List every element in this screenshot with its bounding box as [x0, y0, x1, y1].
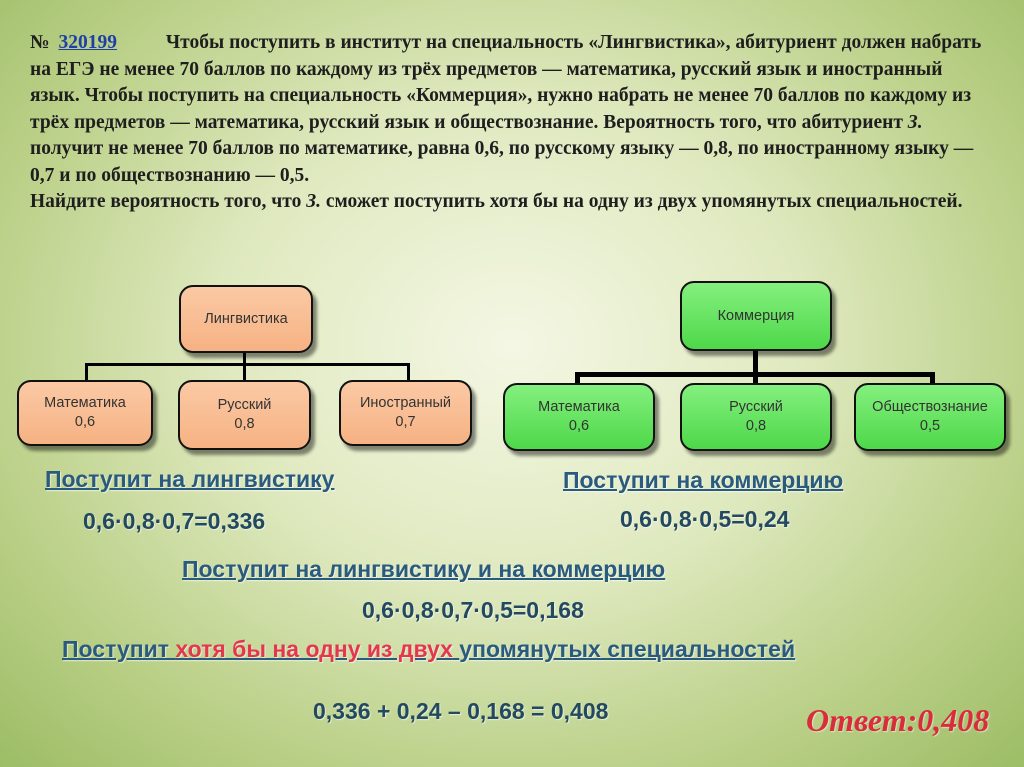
problem-number-prefix: № — [30, 32, 50, 53]
tree-connector — [407, 363, 410, 380]
tree-connector — [243, 363, 246, 380]
commerce-root-box — [680, 281, 832, 351]
problem-number-link[interactable]: 320199 — [58, 32, 117, 53]
final-heading-start: Поступит — [62, 636, 169, 662]
tree-connector — [243, 353, 246, 363]
linguistics-result-heading: Поступит на лингвистику — [45, 466, 335, 492]
subject-probability: 0,7 — [395, 414, 416, 430]
subject-probability: 0,6 — [74, 414, 96, 430]
linguistics-root-label: Лингвистика — [204, 310, 288, 327]
subject-name: Русский — [729, 399, 783, 415]
answer-text: Ответ:0,408 — [806, 702, 990, 738]
subject-probability: 0,8 — [234, 416, 255, 432]
tree-connector — [753, 351, 758, 373]
subject-name: Обществознание — [872, 399, 988, 415]
question-end: сможет поступить хотя бы на одну из двух упомянутых специальностей. — [325, 191, 963, 212]
student-initial-2: З. — [306, 191, 321, 212]
question-start: Найдите вероятность того, что — [30, 191, 302, 212]
subject-probability: 0,6 — [568, 418, 590, 434]
commerce-child-box — [503, 383, 655, 451]
linguistics-child-box — [339, 380, 472, 446]
commerce-result-heading: Поступит на коммерцию — [563, 467, 844, 493]
problem-paragraph — [30, 30, 990, 189]
subject-name: Математика — [538, 399, 620, 415]
linguistics-formula: 0,6·0,8·0,7=0,336 — [83, 508, 266, 534]
final-heading-highlight: хотя бы на одну из двух — [175, 636, 453, 662]
linguistics-child-box — [17, 380, 153, 446]
student-initial: З. — [907, 111, 923, 133]
linguistics-child-box — [178, 380, 311, 450]
commerce-child-box — [854, 383, 1006, 451]
problem-text — [30, 30, 990, 216]
subject-name: Иностранный — [359, 395, 452, 411]
at-least-one-heading — [62, 636, 795, 663]
tree-connector — [85, 363, 410, 366]
both-result-heading: Поступит на лингвистику и на коммерцию — [182, 556, 666, 582]
subject-probability: 0,8 — [745, 418, 767, 434]
problem-condition: Чтобы поступить в институт на специальность «Лингвистика», абитуриент должен набрать на ЕГЭ не менее 70 баллов по каждому из трёх предметов — математика, русский язык и иностранный язык. Чтобы поступить на специальность «Коммерция», нужно набрать не менее 70 баллов по каждому из трёх предметов — математика, русский язык и обществознание. Вероятность того, что абитуриент — [30, 32, 982, 133]
tree-connector — [85, 363, 88, 380]
both-formula: 0,6·0,8·0,7·0,5=0,168 — [362, 597, 584, 623]
commerce-root-label: Коммерция — [717, 307, 795, 324]
subject-name: Русский — [217, 397, 272, 413]
problem-question — [30, 189, 990, 216]
subject-name: Математика — [44, 395, 126, 411]
commerce-child-box — [680, 383, 832, 451]
problem-condition-end: получит не менее 70 баллов по математике, равна 0,6, по русскому языку — 0,8, по иностранному языку — 0,7 и по обществознанию — 0,5. — [30, 138, 974, 186]
linguistics-root-box — [179, 285, 313, 353]
commerce-formula: 0,6·0,8·0,5=0,24 — [620, 506, 790, 532]
final-formula: 0,336 + 0,24 – 0,168 = 0,408 — [313, 698, 609, 724]
final-heading-end: упомянутых специальностей — [459, 636, 796, 662]
subject-probability: 0,5 — [919, 418, 941, 434]
